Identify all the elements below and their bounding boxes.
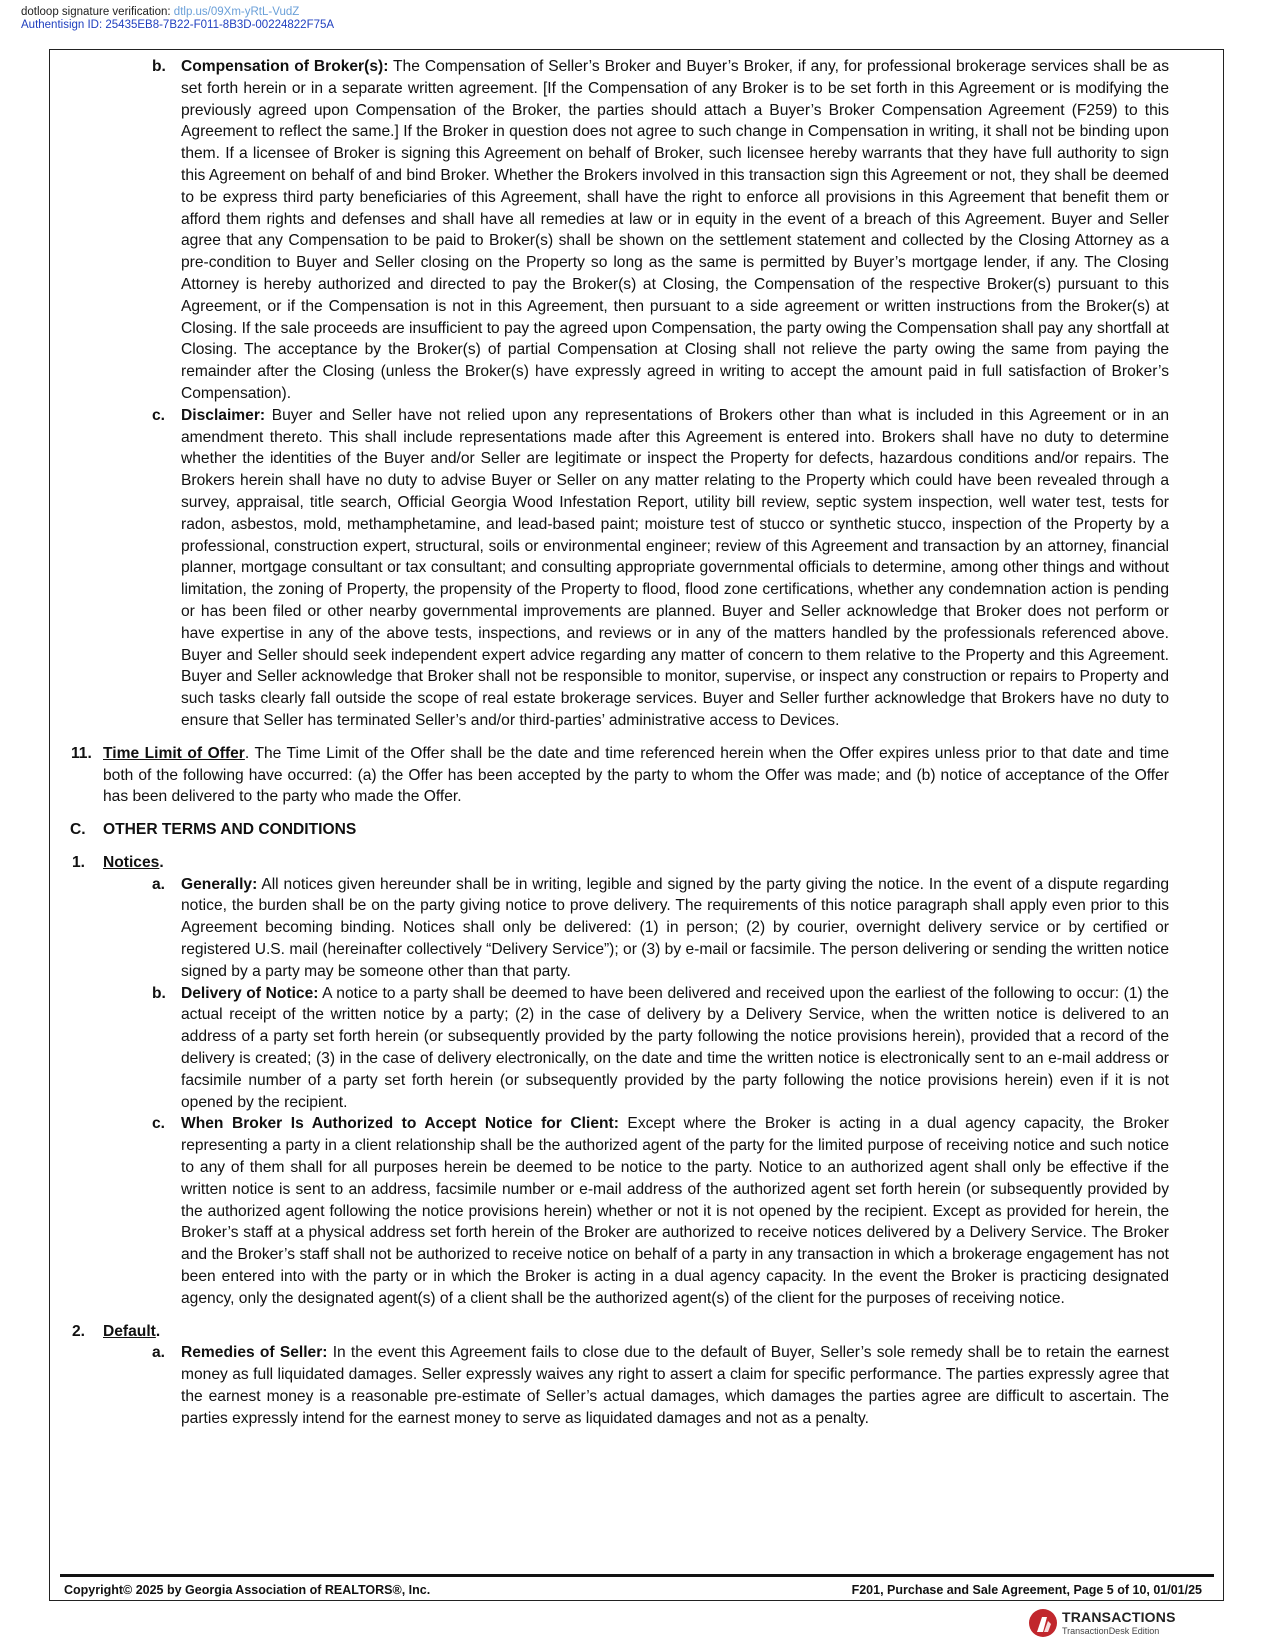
transactions-logo-icon xyxy=(1028,1607,1058,1639)
logo-name: TRANSACTIONS xyxy=(1062,1609,1176,1625)
section-marker: C. xyxy=(70,821,86,839)
paragraph-text: . xyxy=(155,1322,161,1340)
footer-rule xyxy=(60,1574,1214,1577)
paragraph-text: A notice to a party shall be deemed to have been delivered and received upon the earliest of the following to occur: (1) the actual receipt of the written notice by a party; (2) in the case of delivery by a Delivery Service, when the written notice is delivered to an address of a party set forth herein (or subsequently provided by the party following the notice provisions herein), provided that a record of the delivery is created; (3) in the case of delivery electronically, on the date and time the written notice is electronically sent to an e-mail address or facsimile number of a party set forth herein (or subsequently provided by the party following the notice provisions herein) even if it is not opened by the recipient. xyxy=(181,984,1169,1111)
transactions-logo xyxy=(1028,1605,1238,1645)
paragraph-notices-generally xyxy=(49,874,1224,983)
paragraph-marker: 2. xyxy=(72,1322,86,1340)
logo-edition: TransactionDesk Edition xyxy=(1062,1626,1160,1636)
paragraph-delivery-of-notice xyxy=(49,983,1224,1114)
paragraph-text: In the event this Agreement fails to close due to the default of Buyer, Seller’s sole remedy shall be to retain the earnest money as full liquidated damages. Seller expressly waives any right to assert a claim for specific performance. The parties expressly agree that the earnest money is a reasonable pre-estimate of Seller’s actual damages, which damages the parties agree are difficult to ascertain. The parties expressly intend for the earnest money to serve as liquidated damages and not as a penalty. xyxy=(181,1344,1169,1427)
verification-label: dotloop signature verification: xyxy=(21,6,171,18)
paragraph-broker-authorized-notice xyxy=(49,1113,1224,1309)
footer-copyright: Copyright© 2025 by Georgia Association of REALTORS®, Inc. xyxy=(64,1583,431,1597)
paragraph-title: When Broker Is Authorized to Accept Notice for Client: xyxy=(181,1115,619,1133)
paragraph-marker: a. xyxy=(152,1344,166,1362)
paragraph-text: Buyer and Seller have not relied upon any representations of Brokers other than what is included in this Agreement or in an amendment thereto. This shall include representations made after this Agreement is entered into. Brokers shall have no duty to determine whether the identities of the Buyer and/or Seller are legitimate or inspect the Property for defects, hazardous conditions and/or repairs. The Brokers herein shall have no duty to advise Buyer or Seller on any matter relating to the Property which could have been revealed through a survey, appraisal, title search, Official Georgia Wood Infestation Report, utility bill review, septic system inspection, well water test, tests for radon, asbestos, mold, methamphetamine, and lead-based paint; moisture test of stucco or synthetic stucco, inspection of the Property by a professional, construction expert, structural, soils or environmental engineer; review of this Agreement and transaction by an attorney, financial planner, mortgage consultant or tax consultant; and consulting appropriate governmental officials to determine, among other things and without limitation, the zoning of Property, the propensity of the Property to flood, flood zone certifications, whether any condemnation action is pending or has been filed or other nearby governmental improvements are planned. Buyer and Seller acknowledge that Broker does not perform or have expertise in any of the above tests, inspections, and reviews or in any of the matters handled by the professionals referenced above. Buyer and Seller should seek independent expert advice regarding any matter of concern to them relative to the Property and this Agreement. Buyer and Seller acknowledge that Broker shall not be responsible to monitor, supervise, or inspect any construction or repairs to Property and such tasks clearly fall outside the scope of real estate brokerage services. Buyer and Seller further acknowledge that Brokers have no duty to ensure that Seller has terminated Seller’s and/or third-parties’ administrative access to Devices. xyxy=(181,406,1169,729)
paragraph-text: Except where the Broker is acting in a dual agency capacity, the Broker representing a party in a client relationship shall be the authorized agent of the party for the limited purpose of receiving notice and such notice to any of them shall for all purposes herein be deemed to be notice to the party. Notice to an authorized agent shall only be effective if the written notice is sent to an address, facsimile number or e-mail address of the authorized agent set forth herein (or subsequently provided by the authorized agent following the notice provisions herein) whether or not it is not opened by the recipient. Except as provided for herein, the Broker’s staff at a physical address set forth herein of the Broker are authorized to receive notices delivered by a Delivery Service. The Broker and the Broker’s staff shall not be authorized to receive notice on behalf of a party in any transaction in which a brokerage engagement has not been entered into with the party or in which the Broker is acting in a dual agency capacity. In the event the Broker is practicing designated agency, only the designated agent(s) of a client shall be the authorized agent(s) of the client for the purposes of receiving notice. xyxy=(181,1115,1169,1307)
authentisign-id: Authentisign ID: 25435EB8-7B22-F011-8B3D-00224822F75A xyxy=(21,19,335,31)
paragraph-remedies-of-seller xyxy=(49,1342,1224,1429)
signature-verification-header xyxy=(21,6,334,32)
paragraph-text: . The Time Limit of the Offer shall be the date and time referenced herein when the Offer expires unless prior to that date and time both of the following have occurred: (a) the Offer has been accepted by the party to whom the Offer was made; and (b) notice of acceptance of the Offer has been delivered to the party who made the Offer. xyxy=(103,744,1169,806)
paragraph-marker: b. xyxy=(152,58,166,75)
paragraph-title: Disclaimer: xyxy=(181,406,266,424)
paragraph-disclaimer xyxy=(49,405,1224,732)
paragraph-marker: c. xyxy=(152,406,166,424)
paragraph-marker: b. xyxy=(152,984,166,1002)
paragraph-marker: a. xyxy=(152,875,166,893)
paragraph-title: Generally: xyxy=(181,875,258,893)
heading-default xyxy=(49,1321,1224,1343)
document-body xyxy=(49,56,1224,1430)
paragraph-marker: 11. xyxy=(71,744,92,762)
paragraph-title: Compensation of Broker(s): xyxy=(181,58,389,75)
paragraph-marker: 1. xyxy=(72,853,86,871)
section-heading-other-terms xyxy=(49,819,1224,841)
verification-link[interactable]: dtlp.us/09Xm-yRtL-VudZ xyxy=(173,6,300,18)
paragraph-text: All notices given hereunder shall be in writing, legible and signed by the party giving the notice. In the event of a dispute regarding notice, the burden shall be on the party giving notice to prove delivery. The requirements of this notice paragraph shall apply even prior to this Agreement becoming binding. Notices shall only be delivered: (1) in person; (2) by courier, overnight delivery service or by certified or registered U.S. mail (hereinafter collectively “Delivery Service”); or (3) by e-mail or facsimile. The person delivering or sending the written notice signed by a party may be someone other than that party. xyxy=(181,875,1169,980)
paragraph-title: Notices xyxy=(103,853,160,871)
paragraph-compensation-of-brokers xyxy=(49,56,1224,405)
footer xyxy=(64,1583,1214,1597)
heading-notices xyxy=(49,852,1224,874)
footer-form-reference: F201, Purchase and Sale Agreement, Page 5 of 10, 01/01/25 xyxy=(851,1583,1202,1597)
paragraph-title: Default xyxy=(103,1322,156,1340)
paragraph-text: The Compensation of Seller’s Broker and Buyer’s Broker, if any, for professional brokerage services shall be as set forth herein or in a separate written agreement. [If the Compensation of any Broker is to be set forth in this Agreement or is modifying the previously agreed upon Compensation of the Broker, the parties should attach a Buyer’s Broker Compensation Agreement (F259) to this Agreement to reflect the same.] If the Broker in question does not agree to such change in Compensation in writing, it shall not be binding upon them. If a licensee of Broker is signing this Agreement on behalf of Broker, such licensee hereby warrants that they have full authority to sign this Agreement on behalf of and bind Broker. Whether the Brokers involved in this transaction sign this Agreement or not, they shall be deemed to be express third party beneficiaries of this Agreement, shall have the right to enforce all provisions in this Agreement that benefit them or afford them rights and defenses and shall have all remedies at law or in equity in the event of a breach of this Agreement. Buyer and Seller agree that any Compensation to be paid to Broker(s) shall be shown on the settlement statement and collected by the Closing Attorney as a pre-condition to Buyer and Seller closing on the Property so long as the same is permitted by Buyer’s mortgage lender, if any. The Closing Attorney is hereby authorized and directed to pay the Broker(s) at Closing, the Compensation of the respective Broker(s) pursuant to this Agreement, or if the Compensation is not in this Agreement, then pursuant to a side agreement or written instructions from the Broker(s) at Closing. If the sale proceeds are insufficient to pay the agreed upon Compensation, the party owing the Compensation shall pay any shortfall at Closing. The acceptance by the Broker(s) of partial Compensation at Closing shall not relieve the party owing the same from paying the remainder after the Closing (unless the Broker(s) have expressly agreed in writing to accept the amount paid in full satisfaction of Broker’s Compensation). xyxy=(181,58,1169,402)
paragraph-title: Delivery of Notice: xyxy=(181,984,319,1002)
paragraph-title: Time Limit of Offer xyxy=(103,744,245,762)
section-title: OTHER TERMS AND CONDITIONS xyxy=(103,821,357,839)
paragraph-title: Remedies of Seller: xyxy=(181,1344,328,1362)
paragraph-text: . xyxy=(159,853,164,871)
paragraph-marker: c. xyxy=(152,1115,166,1133)
paragraph-time-limit-of-offer xyxy=(49,743,1224,808)
